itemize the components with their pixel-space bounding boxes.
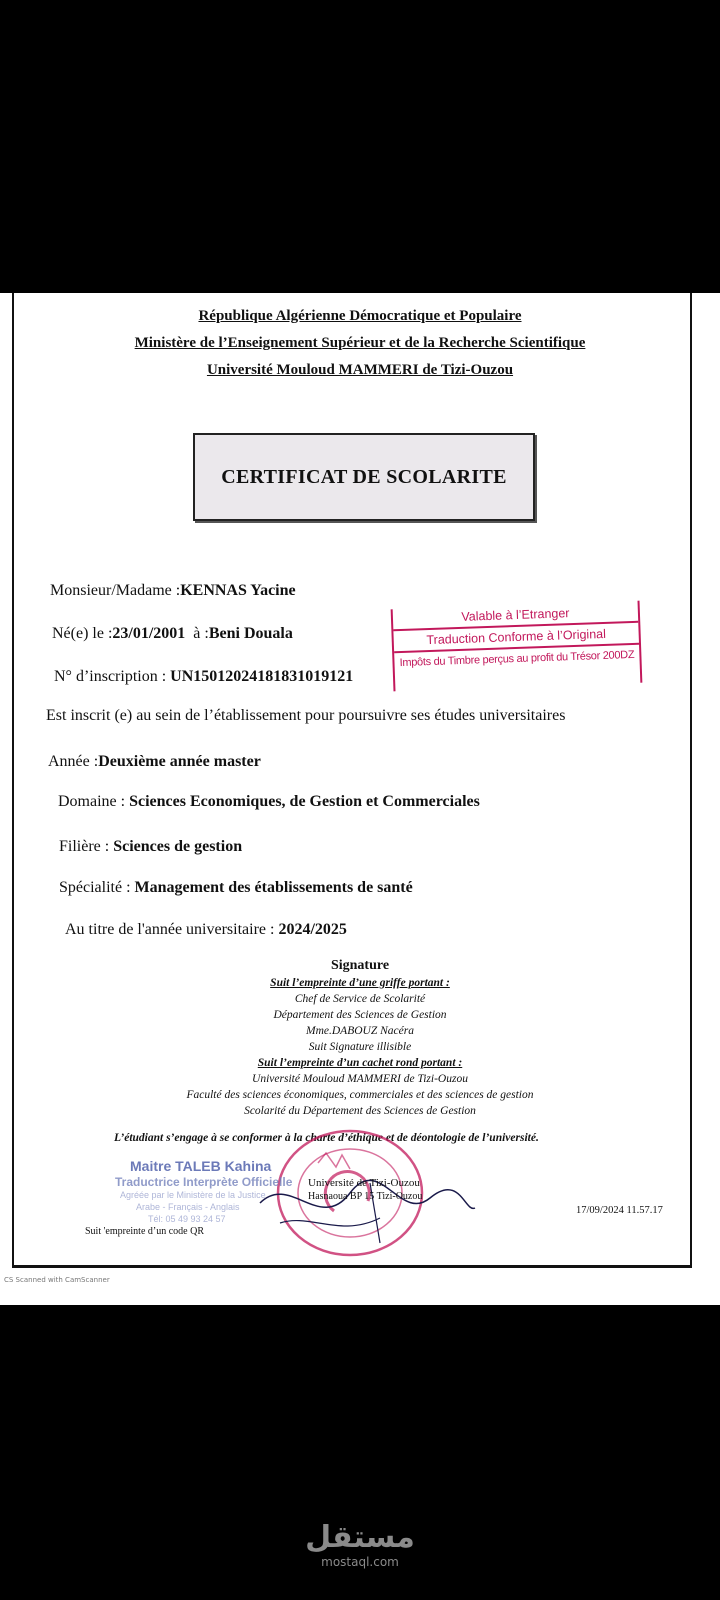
translator-phone: Tél: 05 49 93 24 57	[148, 1214, 226, 1224]
translator-name: Maitre TALEB Kahina	[130, 1158, 272, 1174]
university-address-1: Université de Tizi-Ouzou	[308, 1177, 420, 1189]
translator-languages: Arabe - Français - Anglais	[136, 1202, 240, 1212]
birth-row: Né(e) le :23/01/2001 à :Beni Douala	[52, 625, 293, 642]
signature-title: Signature	[330, 958, 390, 973]
scanner-note: CS Scanned with CamScanner	[4, 1276, 110, 1284]
domaine-row: Domaine : Sciences Economiques, de Gestion et Commerciales	[58, 793, 480, 810]
inscription-number: UN15012024181831019121	[170, 668, 354, 685]
qr-code-note: Suit 'empreinte d’un code QR	[85, 1226, 204, 1237]
student-engagement: L’étudiant s’engage à se conformer à la charte d’éthique et de déontologie de l’université.	[114, 1132, 539, 1144]
document-page	[0, 293, 720, 1305]
enrollment-statement: Est inscrit (e) au sein de l’établissement pour poursuivre ses études universitaires	[46, 707, 566, 724]
translator-accreditation: Agréée par le Ministère de la Justice	[120, 1190, 266, 1200]
mostaql-logo: مستقل	[305, 1520, 415, 1555]
university-address-2: Hasnaoua BP 15 Tizi-Ouzou	[308, 1191, 423, 1202]
student-name: KENNAS Yacine	[180, 582, 296, 599]
header-republic: République Algérienne Démocratique et Populaire	[198, 308, 522, 324]
certificate-title: CERTIFICAT DE SCOLARITE	[221, 465, 507, 488]
header-university: Université Mouloud MAMMERI de Tizi-Ouzou	[206, 362, 514, 378]
academic-year-row: Au titre de l'année universitaire : 2024/2025	[65, 921, 347, 938]
signature-block: Suit l’empreinte d’une griffe portant : Chef de Service de Scolarité Département des Sciences de Gestion Mme.DABOUZ Nacéra Suit Signature illisible Suit l’empreinte d’un cachet rond portant : Université Mouloud MAMMERI de Tizi-Ouzou Faculté des sciences économiques, commerciales et des sciences de gestion Scolarité du Département des Sciences de Gestion	[186, 977, 534, 1117]
document-datetime: 17/09/2024 11.57.17	[576, 1205, 663, 1216]
birth-place: Beni Douala	[208, 625, 293, 642]
filiere-row: Filière : Sciences de gestion	[59, 838, 243, 855]
header-ministry: Ministère de l’Enseignement Supérieur et de la Recherche Scientifique	[134, 335, 586, 351]
inscription-row: N° d’inscription : UN15012024181831019121	[54, 668, 354, 685]
civility-row: Monsieur/Madame :KENNAS Yacine	[50, 582, 296, 599]
translator-role: Traductrice Interprète Officielle	[115, 1175, 293, 1189]
translation-validity-stamp: Valable à l’Etranger Traduction Conforme à l’Original Impôts du Timbre perçus au profit du Trésor 200DZ	[391, 601, 643, 692]
certificate-title-box	[193, 433, 535, 521]
birth-date: 23/01/2001	[112, 625, 186, 642]
annee-row: Année :Deuxième année master	[48, 753, 261, 770]
specialite-row: Spécialité : Management des établissements de santé	[59, 879, 413, 896]
mostaql-url: mostaql.com	[321, 1555, 399, 1569]
